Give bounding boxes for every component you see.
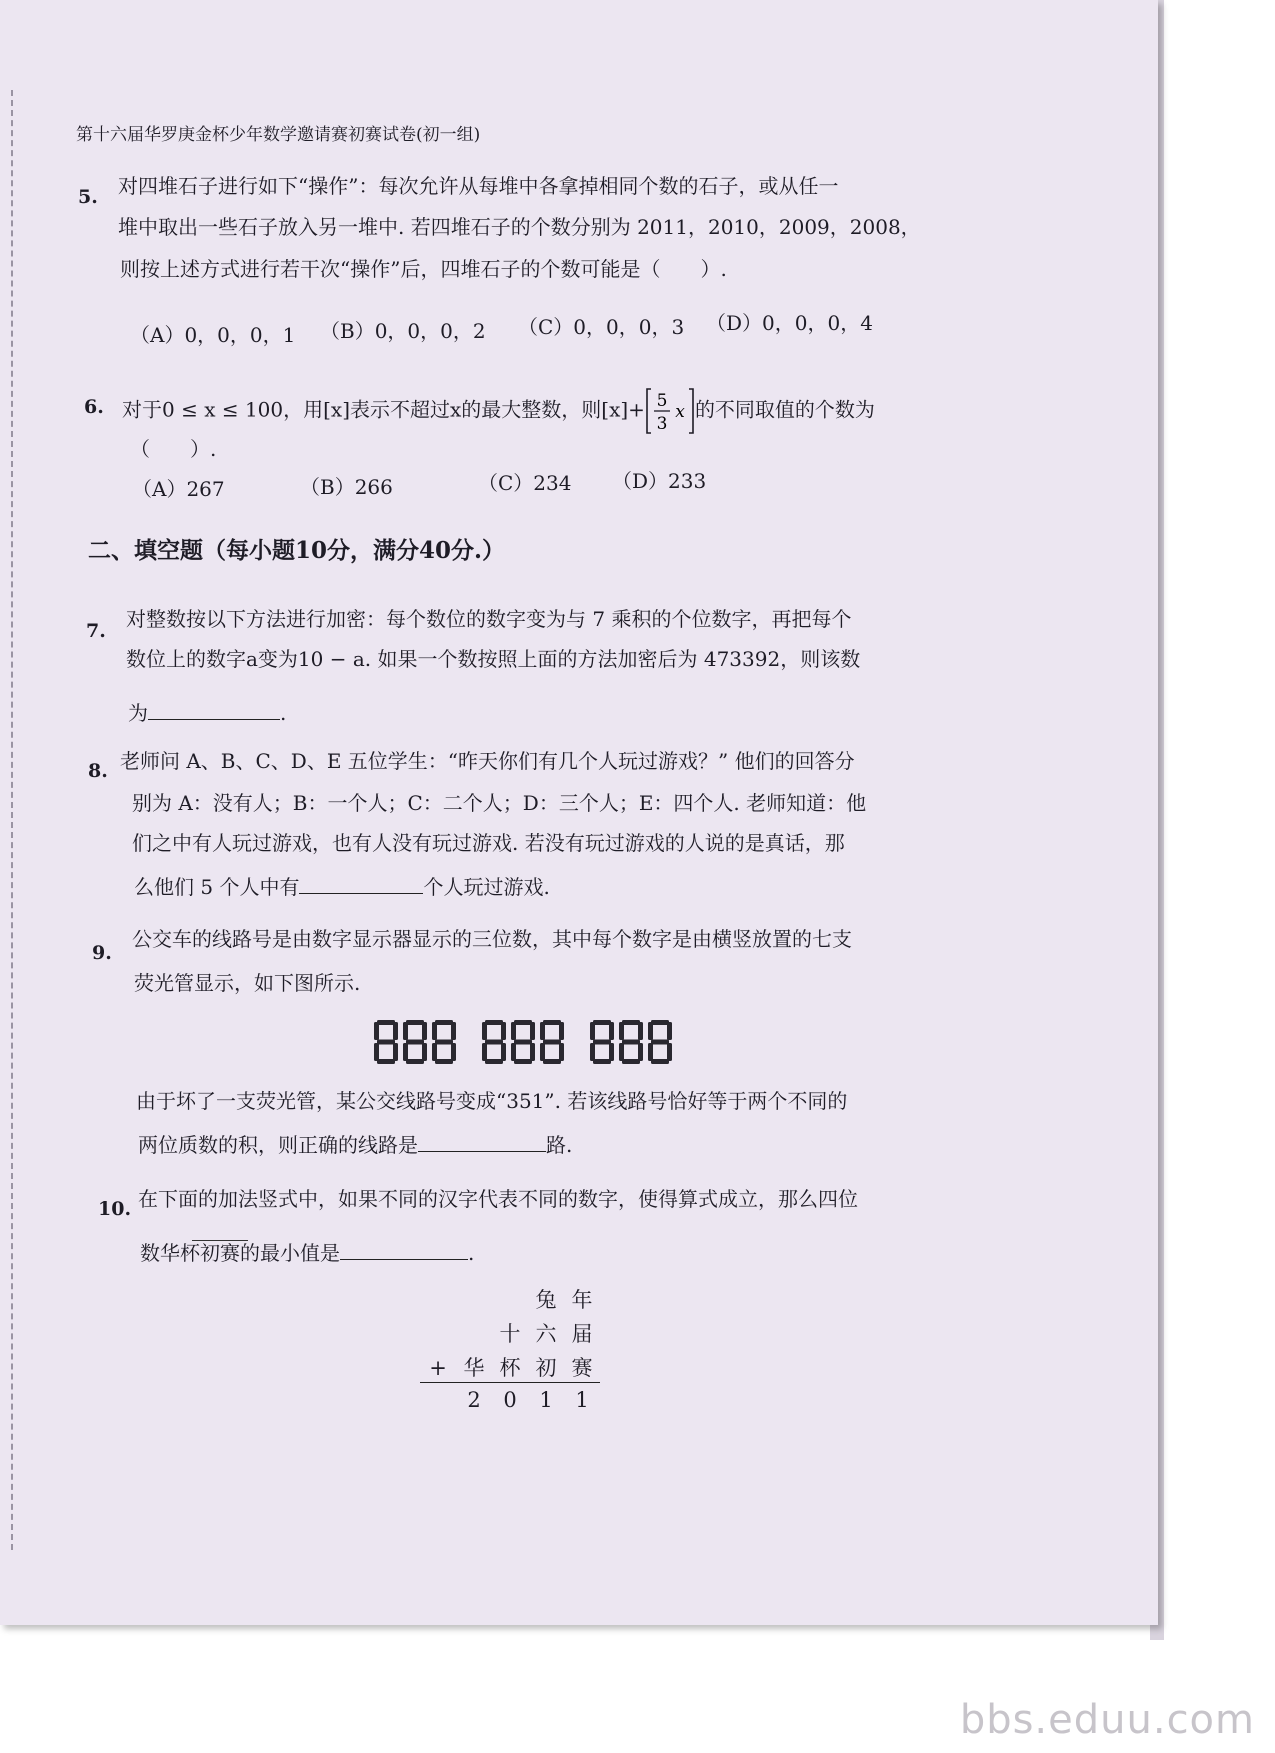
- q6-frac-denominator: 3: [656, 414, 668, 434]
- calc-result-row: [456, 1388, 600, 1412]
- segment: [485, 1059, 503, 1064]
- calc-row-1: [528, 1284, 600, 1314]
- q9-line1: 公交车的线路号是由数字显示器显示的三位数，其中每个数字是由横竖放置的七支: [132, 927, 852, 951]
- q10-line1: 在下面的加法竖式中，如果不同的汉字代表不同的数字，使得算式成立，那么四位: [138, 1187, 858, 1211]
- calc-plus-sign: +: [429, 1356, 447, 1380]
- segment: [482, 1022, 487, 1040]
- calc-r1-c1: 兔: [535, 1288, 557, 1312]
- segment: [422, 1022, 427, 1040]
- binding-line: [11, 90, 13, 1550]
- segment: [638, 1043, 643, 1061]
- calc-row-2: [492, 1318, 600, 1348]
- q5-option-c: （C）0，0，0，3: [518, 315, 685, 339]
- q7-number: 7.: [86, 620, 106, 642]
- q6-number: 6.: [84, 396, 104, 418]
- segment: [543, 1059, 561, 1064]
- segment: [651, 1020, 669, 1025]
- segment: [435, 1059, 453, 1064]
- q5-line1: 对四堆石子进行如下“操作”：每次允许从每堆中各拿掉相同个数的石子，或从任一: [118, 174, 839, 198]
- q8-line2: 别为 A：没有人；B：一个人；C：二个人；D：三个人；E：四个人. 老师知道：他: [132, 791, 867, 815]
- segment: [667, 1043, 672, 1061]
- q10-line2: [140, 1240, 474, 1266]
- segment: [622, 1059, 640, 1064]
- segment: [432, 1022, 437, 1040]
- segment: [422, 1043, 427, 1061]
- segment: [619, 1022, 624, 1040]
- q8-line3: 们之中有人玩过游戏，也有人没有玩过游戏. 若没有玩过游戏的人说的是真话，那: [132, 831, 845, 855]
- q8-number: 8.: [88, 760, 108, 782]
- q6-option-b: （B）266: [300, 475, 393, 499]
- segment: [540, 1022, 545, 1040]
- segment: [593, 1020, 611, 1025]
- segment: [540, 1043, 545, 1061]
- segment: [406, 1040, 424, 1045]
- q7-line1: 对整数按以下方法进行加密：每个数位的数字变为与 7 乘积的个位数字，再把每个: [126, 607, 852, 631]
- segment: [511, 1022, 516, 1040]
- segment: [511, 1043, 516, 1061]
- calc-r2-c2: 六: [535, 1322, 557, 1346]
- segment: [543, 1020, 561, 1025]
- calc-res-c1: 2: [467, 1388, 481, 1412]
- segment: [593, 1059, 611, 1064]
- calc-sum-line: [420, 1382, 600, 1383]
- display-group-2: [482, 1020, 564, 1064]
- q10-number: 10.: [98, 1198, 132, 1220]
- q7-line3: [128, 700, 286, 726]
- segment: [501, 1043, 506, 1061]
- q7-line3-text: 为: [128, 701, 148, 725]
- q8-line1: 老师问 A、B、C、D、E 五位学生：“昨天你们有几个人玩过游戏？” 他们的回答分: [120, 749, 855, 773]
- segment: [514, 1020, 532, 1025]
- q6-line2: （ ）.: [130, 437, 217, 461]
- segment: [651, 1040, 669, 1045]
- segment: [593, 1040, 611, 1045]
- calc-r3-c2: 杯: [499, 1356, 521, 1380]
- segment: [485, 1040, 503, 1045]
- q7-answer-blank[interactable]: [148, 701, 280, 720]
- segment: [609, 1043, 614, 1061]
- segment: [543, 1040, 561, 1045]
- q6-frac-numerator: 5: [656, 391, 668, 411]
- exam-header: 第十六届华罗庚金杯少年数学邀请赛初赛试卷(初一组): [76, 125, 481, 145]
- q8-line4-text: 么他们 5 个人中有: [134, 875, 300, 899]
- q6-line1: [122, 386, 875, 436]
- calc-res-c2: 0: [503, 1388, 517, 1412]
- q8-line4-tail: 个人玩过游戏.: [423, 875, 550, 899]
- segment: [559, 1043, 564, 1061]
- segment: [403, 1022, 408, 1040]
- segment: [530, 1043, 535, 1061]
- calc-r1-c2: 年: [571, 1288, 593, 1312]
- display-group-3: [590, 1020, 672, 1064]
- q10-overline: [192, 1240, 248, 1241]
- segment: [374, 1043, 379, 1061]
- q9-line2: 荧光管显示，如下图所示.: [134, 971, 361, 995]
- segment: [501, 1022, 506, 1040]
- segment: [482, 1043, 487, 1061]
- segment: [393, 1043, 398, 1061]
- q5-option-d: （D）0，0，0，4: [706, 311, 873, 335]
- q9-line4-text: 两位质数的积，则正确的线路是: [138, 1133, 418, 1157]
- q6-option-a: （A）267: [132, 477, 225, 501]
- display-group-1: [374, 1020, 456, 1064]
- q9-answer-blank[interactable]: [418, 1133, 546, 1152]
- segment: [648, 1043, 653, 1061]
- segment: [377, 1020, 395, 1025]
- segment: [651, 1059, 669, 1064]
- segment: [609, 1022, 614, 1040]
- q6-fraction: [645, 386, 695, 436]
- segment: [377, 1040, 395, 1045]
- segment: [622, 1040, 640, 1045]
- q9-line3: 由于坏了一支荧光管，某公交线路号变成“351”. 若该线路号恰好等于两个不同的: [136, 1089, 848, 1113]
- segment: [451, 1022, 456, 1040]
- segment: [451, 1043, 456, 1061]
- q10-answer-blank[interactable]: [340, 1241, 468, 1260]
- segment: [622, 1020, 640, 1025]
- q5-option-b: （B）0，0，0，2: [320, 319, 486, 343]
- q6-line1-tail: 的不同取值的个数为: [694, 397, 875, 422]
- segment: [435, 1040, 453, 1045]
- q5-number: 5.: [78, 186, 98, 208]
- q9-line4-tail: 路.: [546, 1133, 573, 1157]
- q7-line3-tail: .: [280, 701, 287, 725]
- watermark: bbs.eduu.com: [959, 1697, 1255, 1743]
- calc-r3-c4: 赛: [571, 1356, 593, 1380]
- q10-line2-tail: .: [468, 1241, 475, 1265]
- segment: [638, 1022, 643, 1040]
- calc-res-c4: 1: [575, 1388, 589, 1412]
- segment: [406, 1059, 424, 1064]
- q9-line4: [138, 1132, 572, 1158]
- q6-frac-variable: x: [675, 402, 685, 422]
- q9-number: 9.: [92, 942, 112, 964]
- calc-r2-c3: 届: [571, 1322, 593, 1346]
- q10-line2-text: 数华杯初赛的最小值是: [140, 1241, 340, 1265]
- segment: [648, 1022, 653, 1040]
- q6-option-c: （C）234: [478, 471, 572, 495]
- calc-r3-c3: 初: [535, 1356, 557, 1380]
- segment: [374, 1022, 379, 1040]
- q8-line4: [134, 874, 550, 900]
- calc-r2-c1: 十: [499, 1322, 521, 1346]
- section-2-title: 二、填空题（每小题10分，满分40分.）: [88, 537, 506, 564]
- q5-line3: 则按上述方式进行若干次“操作”后，四堆石子的个数可能是（ ）.: [120, 257, 727, 281]
- segment: [619, 1043, 624, 1061]
- segment: [393, 1022, 398, 1040]
- seven-segment-svg: [370, 1016, 680, 1080]
- segment: [403, 1043, 408, 1061]
- calc-row-3: [420, 1352, 600, 1382]
- calc-r3-c1: 华: [463, 1356, 485, 1380]
- segment: [667, 1022, 672, 1040]
- segment: [406, 1020, 424, 1025]
- q8-answer-blank[interactable]: [299, 875, 423, 894]
- q6-option-d: （D）233: [612, 469, 707, 493]
- segment: [435, 1020, 453, 1025]
- segment: [432, 1043, 437, 1061]
- segment: [530, 1022, 535, 1040]
- segment: [377, 1059, 395, 1064]
- seven-segment-display: [370, 1016, 680, 1080]
- q7-line2: 数位上的数字a变为10 − a. 如果一个数按照上面的方法加密后为 473392，则该数: [126, 647, 861, 671]
- q6-line1-text: 对于0 ≤ x ≤ 100，用[x]表示不超过x的最大整数，则[x]+: [122, 397, 645, 422]
- calc-res-c3: 1: [539, 1388, 553, 1412]
- segment: [559, 1022, 564, 1040]
- segment: [485, 1020, 503, 1025]
- segment: [514, 1040, 532, 1045]
- q5-option-a: （A）0，0，0，1: [130, 323, 296, 347]
- segment: [590, 1022, 595, 1040]
- segment: [590, 1043, 595, 1061]
- q5-line2: 堆中取出一些石子放入另一堆中. 若四堆石子的个数分别为 2011，2010，2009，2008，: [118, 215, 921, 239]
- segment: [514, 1059, 532, 1064]
